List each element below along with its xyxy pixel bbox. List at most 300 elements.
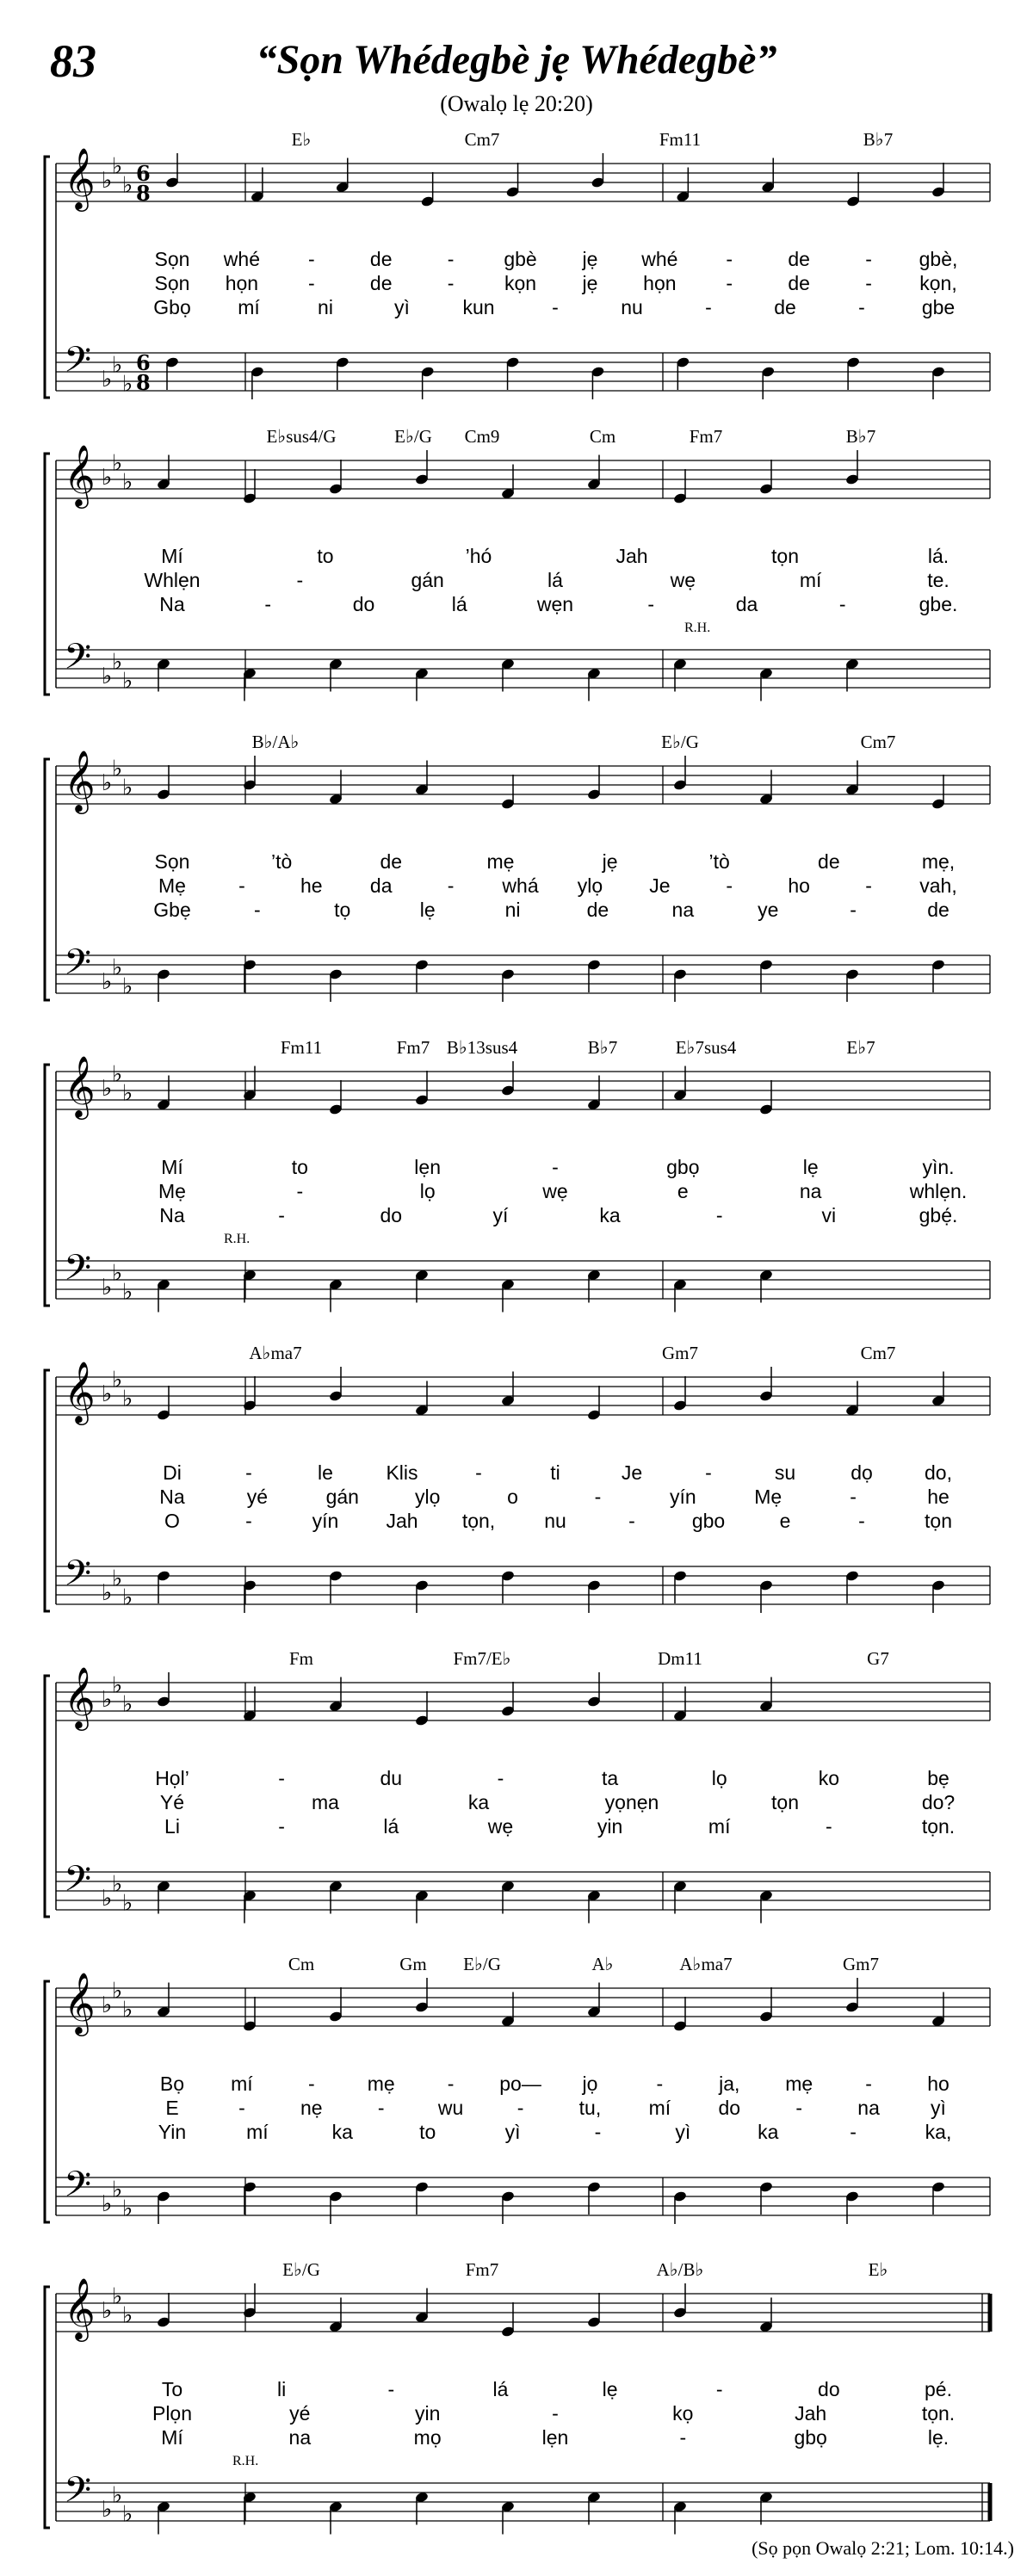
- lyric-syllable: Sọn: [154, 272, 190, 294]
- lyric-hyphen: -: [850, 2121, 857, 2143]
- chord-symbol: E♭7sus4: [675, 1037, 737, 1058]
- flat-icon: ♭: [112, 2177, 123, 2203]
- lyric-syllable: na: [288, 2426, 312, 2449]
- bass-clef-icon: 𝄢: [64, 339, 92, 389]
- flat-icon: ♭: [122, 1080, 133, 1107]
- chord-symbol: Cm7: [860, 732, 896, 752]
- flat-icon: ♭: [122, 1386, 133, 1412]
- flat-icon: ♭: [102, 168, 113, 194]
- lyric-hyphen: -: [656, 2073, 664, 2095]
- lyric-syllable: jẹ: [602, 850, 618, 873]
- lyric-syllable: mí: [238, 296, 260, 318]
- lyric-hyphen: -: [594, 2121, 602, 2143]
- lyric-hyphen: -: [278, 1204, 285, 1226]
- lyric-syllable: su: [774, 1461, 796, 1484]
- lyric-syllable: lá: [383, 1815, 399, 1838]
- lyric-hyphen: -: [726, 272, 733, 294]
- chord-symbol: E♭/G: [463, 1954, 501, 1974]
- chord-symbol: B♭13sus4: [446, 1037, 518, 1058]
- chord-symbol: B♭/A♭: [251, 732, 300, 752]
- flat-icon: ♭: [112, 450, 123, 477]
- lyric-hyphen: -: [245, 1510, 252, 1532]
- lyric-syllable: lẹ: [419, 899, 436, 921]
- lyric-syllable: pé.: [925, 2378, 952, 2400]
- treble-clef-icon: 𝄞: [64, 1054, 96, 1117]
- flat-icon: ♭: [102, 1381, 113, 1407]
- lyric-syllable: yín: [669, 1486, 696, 1508]
- lyric-hyphen: -: [447, 2073, 455, 2095]
- lyric-syllable: gbọ: [794, 2426, 827, 2449]
- lyric-syllable: Mẹ: [158, 874, 186, 897]
- lyric-syllable: ka: [599, 1204, 621, 1226]
- lyric-syllable: kọ: [672, 2402, 694, 2425]
- flat-icon: ♭: [112, 352, 123, 379]
- flat-icon: ♭: [112, 1367, 123, 1393]
- system-5: [0, 1343, 1033, 1644]
- lyric-syllable: e: [779, 1510, 791, 1532]
- lyric-hyphen: -: [850, 899, 857, 921]
- lyric-hyphen: -: [726, 874, 733, 897]
- lyric-syllable: lẹn: [541, 2426, 569, 2449]
- lyric-hyphen: -: [245, 1461, 252, 1484]
- lyric-syllable: whá: [502, 874, 539, 897]
- flat-icon: ♭: [102, 1076, 113, 1102]
- lyric-syllable: Klis: [386, 1461, 418, 1484]
- lyric-syllable: de: [788, 272, 810, 294]
- flat-icon: ♭: [112, 1566, 123, 1592]
- flat-icon: ♭: [102, 2191, 113, 2217]
- lyric-syllable: gbe: [921, 296, 956, 318]
- lyric-syllable: gbè,: [919, 248, 958, 270]
- lyric-hyphen: -: [552, 1156, 559, 1178]
- lyric-syllable: ho: [788, 874, 810, 897]
- chord-symbol: B♭7: [845, 426, 876, 447]
- flat-icon: ♭: [102, 1580, 113, 1606]
- system-bracket: [45, 1981, 50, 2222]
- treble-clef-icon: 𝄞: [64, 443, 96, 506]
- flat-icon: ♭: [122, 1691, 133, 1718]
- lyric-syllable: do: [352, 593, 375, 615]
- lyric-syllable: mí: [799, 569, 822, 591]
- flat-icon: ♭: [102, 2497, 113, 2523]
- flat-icon: ♭: [122, 2501, 133, 2528]
- lyric-syllable: whé: [223, 248, 261, 270]
- lyric-syllable: mọ: [413, 2426, 442, 2449]
- lyric-syllable: lá: [547, 569, 563, 591]
- treble-clef-icon: 𝄞: [64, 1360, 96, 1423]
- lyric-syllable: de: [927, 899, 949, 921]
- lyric-syllable: Mí: [161, 545, 183, 567]
- lyric-syllable: to: [291, 1156, 308, 1178]
- lyric-syllable: he: [300, 874, 323, 897]
- staff-graphics: [0, 1648, 1033, 1949]
- lyric-syllable: wẹ: [487, 1815, 514, 1838]
- lyric-hyphen: -: [865, 2073, 872, 2095]
- lyric-syllable: mí: [231, 2073, 253, 2095]
- lyric-hyphen: -: [679, 2426, 687, 2449]
- chord-symbol: A♭/B♭: [656, 2259, 704, 2280]
- lyric-syllable: jọ: [582, 2073, 598, 2095]
- lyric-syllable: mẹ: [785, 2073, 813, 2095]
- lyric-hyphen: -: [858, 296, 865, 318]
- lyric-hyphen: -: [647, 593, 655, 615]
- lyric-hyphen: -: [552, 2402, 559, 2425]
- chord-symbol: Fm7: [689, 426, 723, 447]
- chord-symbol: Gm7: [662, 1343, 698, 1363]
- lyric-syllable: kọn,: [919, 272, 957, 294]
- lyric-syllable: ka: [331, 2121, 353, 2143]
- lyric-hyphen: -: [307, 248, 315, 270]
- lyric-hyphen: -: [278, 1767, 285, 1789]
- lyric-syllable: gbè: [504, 248, 537, 270]
- lyric-syllable: Jah: [386, 1510, 418, 1532]
- lyric-hyphen: -: [475, 1461, 482, 1484]
- lyric-syllable: nu: [544, 1510, 566, 1532]
- flat-icon: ♭: [122, 973, 133, 1000]
- lyric-syllable: do: [818, 2378, 840, 2400]
- flat-icon: ♭: [122, 172, 133, 199]
- lyric-syllable: Je: [621, 1461, 643, 1484]
- lyric-syllable: yé: [289, 2402, 311, 2425]
- lyric-hyphen: -: [296, 569, 304, 591]
- lyric-hyphen: -: [387, 2378, 395, 2400]
- lyric-syllable: To: [161, 2378, 183, 2400]
- chord-symbol: Dm11: [658, 1648, 702, 1669]
- lyric-syllable: tu,: [578, 2097, 602, 2119]
- flat-icon: ♭: [112, 649, 123, 676]
- lyric-syllable: yin: [597, 1815, 623, 1838]
- lyric-syllable: wẹn: [536, 593, 574, 615]
- chord-symbol: Gm7: [843, 1954, 879, 1974]
- chord-symbol: Fm: [288, 1648, 314, 1669]
- flat-icon: ♭: [112, 153, 123, 180]
- lyric-hyphen: -: [858, 1510, 865, 1532]
- lyric-syllable: wu: [437, 2097, 464, 2119]
- lyric-hyphen: -: [594, 1486, 602, 1508]
- lyric-syllable: lá.: [927, 545, 949, 567]
- time-signature-denominator: 8: [136, 370, 151, 395]
- bass-clef-icon: 𝄢: [64, 1553, 92, 1603]
- lyric-syllable: mẹ,: [921, 850, 956, 873]
- bass-clef-icon: 𝄢: [64, 1247, 92, 1297]
- treble-clef-icon: 𝄞: [64, 146, 96, 209]
- flat-icon: ♭: [122, 2302, 133, 2329]
- lyric-syllable: Je: [649, 874, 671, 897]
- system-bracket: [45, 157, 50, 398]
- lyric-syllable: whlẹn.: [909, 1180, 968, 1202]
- flat-icon: ♭: [122, 1997, 133, 2023]
- lyric-syllable: kun: [462, 296, 495, 318]
- lyric-syllable: Plọn: [152, 2402, 193, 2425]
- lyric-syllable: ko: [818, 1767, 839, 1789]
- lyric-syllable: Mí: [161, 1156, 183, 1178]
- lyric-syllable: ye: [758, 899, 779, 921]
- hymn-title: “Sọn Whédegbè jẹ Whédegbè”: [256, 37, 777, 83]
- chord-symbol: A♭ma7: [679, 1954, 733, 1974]
- lyric-syllable: de: [586, 899, 609, 921]
- lyric-syllable: yìn.: [922, 1156, 955, 1178]
- flat-icon: ♭: [102, 664, 113, 689]
- lyric-hyphen: -: [865, 248, 872, 270]
- lyric-syllable: ka: [467, 1791, 490, 1813]
- lyric-syllable: Mẹ: [754, 1486, 782, 1508]
- lyric-syllable: gán: [325, 1486, 359, 1508]
- flat-icon: ♭: [112, 1871, 123, 1898]
- lyric-syllable: lẹ: [602, 2378, 618, 2400]
- flat-icon: ♭: [112, 1061, 123, 1088]
- bass-clef-icon: 𝄢: [64, 636, 92, 686]
- lyric-hyphen: -: [254, 899, 261, 921]
- lyric-syllable: de: [788, 248, 810, 270]
- lyric-hyphen: -: [238, 874, 245, 897]
- lyric-syllable: do?: [921, 1791, 956, 1813]
- lyric-syllable: to: [419, 2121, 436, 2143]
- lyric-syllable: na: [857, 2097, 880, 2119]
- chord-symbol: E♭/G: [661, 732, 699, 752]
- lyric-syllable: ’tò: [708, 850, 730, 873]
- lyric-syllable: yì: [394, 296, 410, 318]
- lyric-hyphen: -: [278, 1815, 285, 1838]
- lyric-hyphen: -: [795, 2097, 803, 2119]
- lyric-hyphen: -: [238, 2097, 245, 2119]
- lyric-syllable: mí: [648, 2097, 671, 2119]
- flat-icon: ♭: [122, 1279, 133, 1306]
- lyric-syllable: mẹ: [367, 2073, 395, 2095]
- system-4: [0, 1037, 1033, 1338]
- lyric-syllable: tọn: [771, 1791, 799, 1813]
- lyric-hyphen: -: [628, 1510, 635, 1532]
- lyric-syllable: ni: [318, 296, 333, 318]
- lyric-syllable: ’tò: [270, 850, 293, 873]
- lyric-syllable: ho: [927, 2073, 949, 2095]
- flat-icon: ♭: [112, 1672, 123, 1699]
- lyric-hyphen: -: [516, 2097, 524, 2119]
- lyric-syllable: ylọ: [414, 1486, 441, 1508]
- lyric-hyphen: -: [377, 2097, 385, 2119]
- lyric-hyphen: -: [715, 1204, 723, 1226]
- lyric-syllable: họn: [225, 272, 259, 294]
- system-bracket: [45, 454, 50, 695]
- time-signature-numerator: 6: [136, 350, 151, 375]
- bass-clef-icon: 𝄢: [64, 2469, 92, 2519]
- lyric-syllable: yọnẹn: [604, 1791, 659, 1813]
- chord-symbol: Cm9: [464, 426, 500, 447]
- lyric-syllable: ta: [601, 1767, 619, 1789]
- lyric-syllable: tọn.: [921, 1815, 956, 1838]
- right-hand-marking: R.H.: [224, 1232, 251, 1246]
- right-hand-marking: R.H.: [684, 621, 711, 635]
- lyric-syllable: Jah: [615, 545, 648, 567]
- system-2: [0, 426, 1033, 727]
- time-signature-denominator: 8: [136, 181, 151, 206]
- lyric-syllable: gbọ: [666, 1156, 700, 1178]
- chord-symbol: Fm11: [280, 1037, 323, 1058]
- lyric-syllable: ka,: [925, 2121, 952, 2143]
- lyric-syllable: na: [799, 1180, 822, 1202]
- lyric-syllable: na: [671, 899, 695, 921]
- lyric-syllable: do: [718, 2097, 741, 2119]
- lyric-syllable: E: [165, 2097, 179, 2119]
- flat-icon: ♭: [102, 1275, 113, 1300]
- lyric-syllable: gbe.: [919, 593, 958, 615]
- lyric-syllable: le: [318, 1461, 333, 1484]
- flat-icon: ♭: [122, 371, 133, 398]
- lyric-hyphen: -: [497, 1767, 504, 1789]
- chord-symbol: Fm7: [396, 1037, 430, 1058]
- flat-icon: ♭: [102, 1886, 113, 1912]
- lyric-hyphen: -: [264, 593, 272, 615]
- lyric-syllable: wẹ: [542, 1180, 568, 1202]
- lyric-syllable: dọ: [851, 1461, 873, 1484]
- lyric-syllable: lẹn: [414, 1156, 442, 1178]
- lyric-syllable: ka: [758, 2121, 779, 2143]
- lyric-hyphen: -: [552, 296, 559, 318]
- lyric-syllable: lẹ.: [927, 2426, 949, 2449]
- hymn-number: 83: [50, 35, 96, 87]
- flat-icon: ♭: [112, 2283, 123, 2310]
- lyric-hyphen: -: [447, 874, 455, 897]
- lyric-syllable: Na: [159, 593, 185, 615]
- lyric-syllable: Yin: [158, 2121, 187, 2143]
- lyric-syllable: Mẹ: [158, 1180, 186, 1202]
- chord-symbol: Fm11: [659, 129, 702, 150]
- lyric-syllable: Whlẹn: [144, 569, 201, 591]
- system-8: [0, 2259, 1033, 2561]
- flat-icon: ♭: [102, 969, 113, 995]
- lyric-hyphen: -: [296, 1180, 304, 1202]
- lyric-hyphen: -: [307, 2073, 315, 2095]
- lyric-syllable: yì: [931, 2097, 946, 2119]
- lyric-syllable: da: [369, 874, 393, 897]
- system-7: [0, 1954, 1033, 2255]
- lyric-syllable: mí: [246, 2121, 269, 2143]
- lyric-hyphen: -: [826, 1815, 832, 1838]
- lyric-syllable: lá: [492, 2378, 509, 2400]
- lyric-syllable: ’hó: [465, 545, 492, 567]
- chord-symbol: B♭7: [863, 129, 894, 150]
- flat-icon: ♭: [122, 1585, 133, 1611]
- lyric-syllable: Jah: [795, 2402, 827, 2425]
- lyric-syllable: mí: [708, 1815, 731, 1838]
- flat-icon: ♭: [122, 469, 133, 496]
- lyric-syllable: Gbẹ: [153, 899, 191, 921]
- system-1: [0, 129, 1033, 430]
- lyric-hyphen: -: [447, 248, 455, 270]
- lyric-syllable: Na: [159, 1486, 185, 1508]
- chord-symbol: Cm7: [464, 129, 500, 150]
- chord-symbol: Cm: [288, 1954, 315, 1974]
- lyric-syllable: da: [735, 593, 758, 615]
- lyric-syllable: vah,: [919, 874, 957, 897]
- system-bracket: [45, 1370, 50, 1611]
- lyric-syllable: de: [774, 296, 796, 318]
- lyric-syllable: Bọ: [159, 2073, 185, 2095]
- lyric-syllable: kọn: [504, 272, 537, 294]
- treble-clef-icon: 𝄞: [64, 2276, 96, 2339]
- system-3: [0, 732, 1033, 1033]
- lyric-syllable: do: [380, 1204, 403, 1226]
- flat-icon: ♭: [102, 770, 113, 796]
- lyric-syllable: yin: [414, 2402, 441, 2425]
- lyric-syllable: wẹ: [670, 569, 696, 591]
- lyric-syllable: de: [380, 850, 403, 873]
- flat-icon: ♭: [112, 1260, 123, 1287]
- lyric-syllable: mẹ: [486, 850, 515, 873]
- flat-icon: ♭: [122, 775, 133, 801]
- system-bracket: [45, 2287, 50, 2528]
- lyric-syllable: tọn: [771, 545, 799, 567]
- lyric-syllable: Sọn: [154, 850, 190, 873]
- lyric-syllable: O: [164, 1510, 180, 1532]
- chord-symbol: Cm7: [860, 1343, 896, 1363]
- lyric-hyphen: -: [705, 296, 712, 318]
- lyric-syllable: de: [369, 272, 393, 294]
- lyric-syllable: lẹ: [802, 1156, 819, 1178]
- bass-clef-icon: 𝄢: [64, 2164, 92, 2214]
- system-bracket: [45, 759, 50, 1000]
- lyric-hyphen: -: [865, 272, 872, 294]
- lyric-syllable: Sọn: [154, 248, 190, 270]
- lyric-syllable: he: [927, 1486, 949, 1508]
- chord-symbol: A♭: [591, 1954, 614, 1974]
- lyric-syllable: jẹ: [582, 248, 598, 270]
- lyric-syllable: Gbọ: [153, 296, 191, 318]
- lyric-syllable: tọn.: [921, 2402, 956, 2425]
- flat-icon: ♭: [112, 2482, 123, 2509]
- lyric-syllable: yì: [504, 2121, 521, 2143]
- chord-symbol: E♭: [291, 129, 312, 150]
- flat-icon: ♭: [122, 2196, 133, 2222]
- flat-icon: ♭: [122, 1890, 133, 1917]
- flat-icon: ♭: [122, 668, 133, 695]
- lyric-hyphen: -: [447, 272, 455, 294]
- lyric-syllable: yí: [492, 1204, 509, 1226]
- lyric-syllable: Yé: [159, 1791, 185, 1813]
- flat-icon: ♭: [102, 1992, 113, 2018]
- lyric-syllable: yì: [675, 2121, 691, 2143]
- lyric-syllable: lọ: [419, 1180, 436, 1202]
- treble-clef-icon: 𝄞: [64, 1665, 96, 1728]
- bass-clef-icon: 𝄢: [64, 1858, 92, 1908]
- flat-icon: ♭: [112, 1978, 123, 2005]
- lyric-hyphen: -: [705, 1461, 712, 1484]
- lyric-syllable: tọn,: [461, 1510, 496, 1532]
- lyric-syllable: lọ: [711, 1767, 727, 1789]
- lyric-hyphen: -: [850, 1486, 857, 1508]
- lyric-syllable: o: [507, 1486, 518, 1508]
- chord-symbol: Fm7/E♭: [453, 1648, 511, 1669]
- lyric-syllable: de: [818, 850, 840, 873]
- lyric-syllable: whé: [641, 248, 678, 270]
- lyric-syllable: nu: [621, 296, 643, 318]
- chord-symbol: E♭/G: [282, 2259, 320, 2280]
- chord-symbol: Cm: [589, 426, 616, 447]
- lyric-syllable: to: [317, 545, 334, 567]
- lyric-syllable: Di: [163, 1461, 182, 1484]
- chord-symbol: E♭sus4/G: [266, 426, 337, 447]
- lyric-syllable: jẹ: [582, 272, 598, 294]
- lyric-syllable: ma: [312, 1791, 339, 1813]
- lyric-syllable: li: [277, 2378, 287, 2400]
- hymn-scripture: (Owalọ lẹ 20:20): [440, 91, 593, 116]
- lyric-syllable: Họl’: [155, 1767, 189, 1789]
- lyric-hyphen: -: [307, 272, 315, 294]
- lyric-syllable: gán: [411, 569, 444, 591]
- lyric-syllable: gbo: [691, 1510, 726, 1532]
- treble-clef-icon: 𝄞: [64, 749, 96, 812]
- chord-symbol: G7: [867, 1648, 889, 1669]
- chord-symbol: E♭: [868, 2259, 888, 2280]
